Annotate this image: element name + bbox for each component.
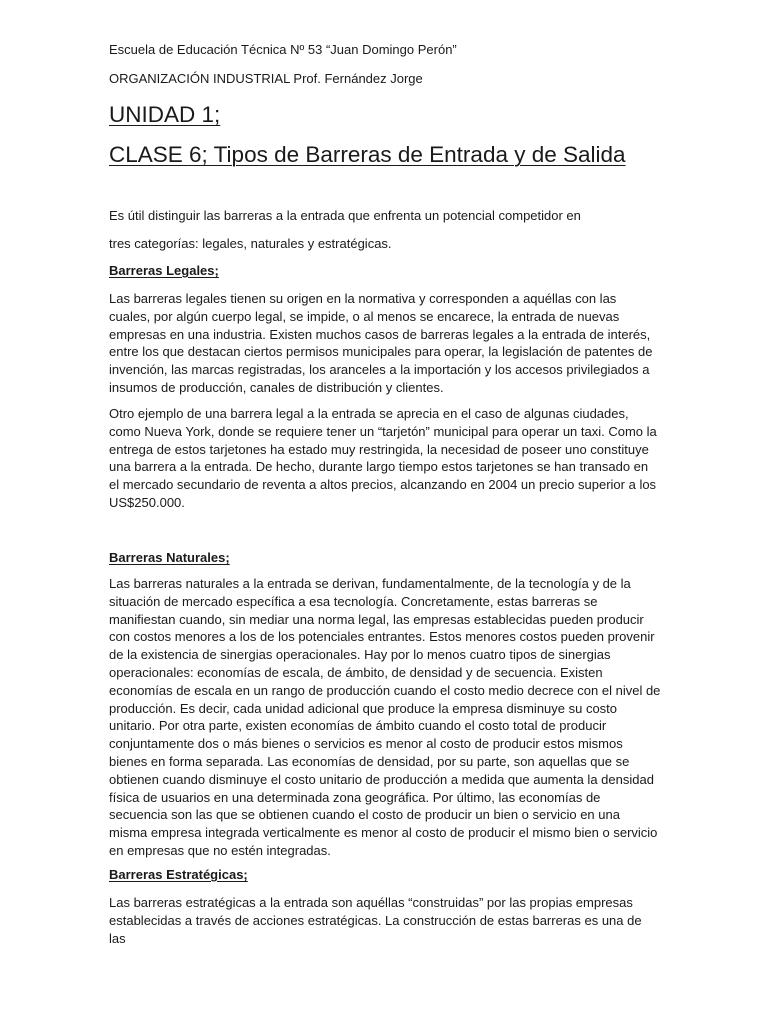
section-heading-naturales: Barreras Naturales; xyxy=(109,550,230,565)
intro-line-2: tres categorías: legales, naturales y estratégicas. xyxy=(109,236,392,251)
unit-title: UNIDAD 1; xyxy=(109,102,221,127)
class-title: CLASE 6; Tipos de Barreras de Entrada y de Salida xyxy=(109,142,626,167)
estrategicas-paragraph-1: Las barreras estratégicas a la entrada son aquéllas “construidas” por las propias empresas establecidas a través de acciones estratégicas. La construcción de estas barreras es una de las xyxy=(109,895,642,946)
naturales-paragraph-1: Las barreras naturales a la entrada se derivan, fundamentalmente, de la tecnología y de la situación de mercado específica a esa tecnología. Concretamente, estas barreras se manifiestan cuando, sin mediar una norma legal, las empresas establecidas pueden producir con costos menores a los de los potenciales entrantes. Estos menores costos pueden provenir de la existencia de sinergias operacionales. Hay por lo menos cuatro tipos de sinergias operacionales: economías de escala, de ámbito, de densidad y de secuencia. Existen economías de escala en un rango de producción cuando el costo medio decrece con el nivel de producción. Es decir, cada unidad adicional que produce la empresa disminuye su costo unitario. Por otra parte, existen economías de ámbito cuando el costo total de producir conjuntamente dos o más bienes o servicios es menor al costo de producir estos mismos bienes en forma separada. Las economías de densidad, por su parte, son aquellas que se obtienen cuando disminuye el costo unitario de producción a medida que aumenta la densidad física de usuarios en una determinada zona geográfica. Por último, las economías de secuencia son las que se obtienen cuando el costo de producir un bien o servicio en una misma empresa integrada verticalmente es menor al costo de producir el mismo bien o servicio en empresas que no estén integradas. xyxy=(109,576,661,858)
legales-paragraph-2: Otro ejemplo de una barrera legal a la entrada se aprecia en el caso de algunas ciudades, como Nueva York, donde se requiere tener un “tarjetón” municipal para operar un taxi. Como la entrega de estos tarjetones ha estado muy restringida, la necesidad de poseer uno constituye una barrera a la entrada. De hecho, durante largo tiempo estos tarjetones se han transado en el mercado secundario de reventa a altos precios, alcanzando en 2004 un precio superior a los US$250.000. xyxy=(109,406,657,510)
section-heading-legales: Barreras Legales; xyxy=(109,263,219,278)
intro-line-1: Es útil distinguir las barreras a la entrada que enfrenta un potencial competidor en xyxy=(109,208,581,223)
school-header: Escuela de Educación Técnica Nº 53 “Juan Domingo Perón” xyxy=(109,42,457,57)
legales-paragraph-1: Las barreras legales tienen su origen en la normativa y corresponden a aquéllas con las cuales, por algún cuerpo legal, se impide, o al menos se encarece, la entrada de nuevas empresas en una industria. Existen muchos casos de barreras legales a la entrada de interés, entre los que destacan ciertos permisos municipales para operar, la legislación de patentes de invención, las marcas registradas, los aranceles a la importación y los accesos privilegiados a insumos de producción, canales de distribución y clientes. xyxy=(109,291,653,395)
course-header: ORGANIZACIÓN INDUSTRIAL Prof. Fernández Jorge xyxy=(109,71,423,86)
section-heading-estrategicas: Barreras Estratégicas; xyxy=(109,867,248,882)
